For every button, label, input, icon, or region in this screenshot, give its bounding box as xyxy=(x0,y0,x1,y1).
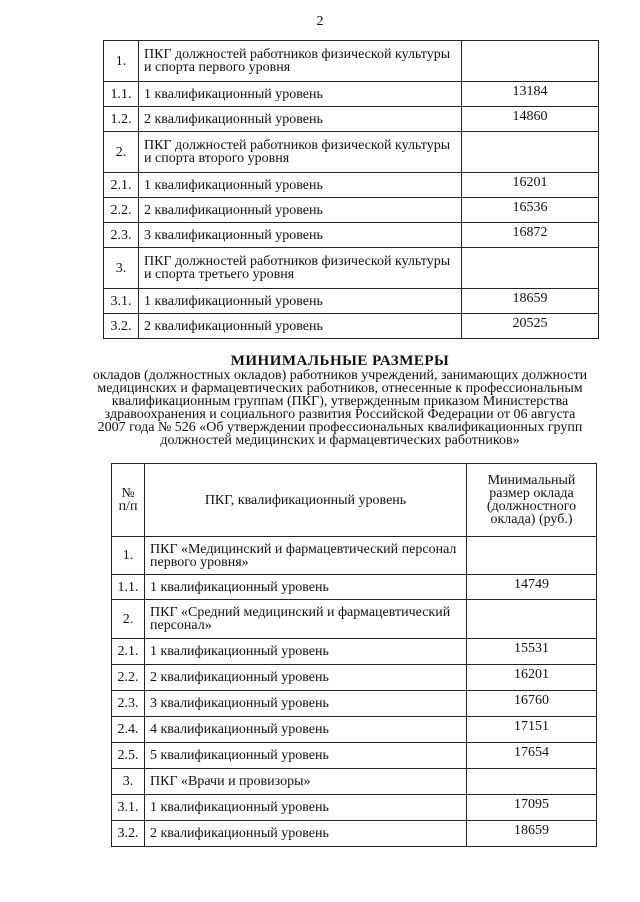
table-row xyxy=(112,600,597,639)
table-row xyxy=(112,795,597,821)
table-row xyxy=(112,639,597,665)
row-number: 1. xyxy=(112,537,145,575)
row-number: 3.2. xyxy=(112,821,145,847)
salary-table-sport xyxy=(103,40,599,339)
table-row xyxy=(104,198,599,223)
row-name: 5 квалификационный уровень xyxy=(145,743,467,769)
row-number: 2.3. xyxy=(112,691,145,717)
row-name: 3 квалификационный уровень xyxy=(145,691,467,717)
table-row xyxy=(104,223,599,248)
table-row xyxy=(112,537,597,575)
row-value: 14860 xyxy=(462,107,599,132)
row-name: 1 квалификационный уровень xyxy=(139,82,462,107)
salary-table-medical xyxy=(111,463,597,847)
row-number: 2.5. xyxy=(112,743,145,769)
row-value: 17151 xyxy=(467,717,597,743)
row-number: 2.1. xyxy=(112,639,145,665)
row-name: ПКГ должностей работников физической культуры и спорта второго уровня xyxy=(139,132,462,173)
row-name: 1 квалификационный уровень xyxy=(145,639,467,665)
row-name: ПКГ «Врачи и провизоры» xyxy=(145,769,467,795)
row-number: 2.4. xyxy=(112,717,145,743)
table-row xyxy=(104,41,599,82)
row-value: 16201 xyxy=(467,665,597,691)
table-row xyxy=(112,769,597,795)
row-name: 1 квалификационный уровень xyxy=(139,289,462,314)
row-name: ПКГ должностей работников физической культуры и спорта первого уровня xyxy=(139,41,462,82)
row-number: 3.2. xyxy=(104,314,139,339)
row-name: 2 квалификационный уровень xyxy=(139,107,462,132)
row-name: 2 квалификационный уровень xyxy=(145,821,467,847)
row-number: 3. xyxy=(104,248,139,289)
table-row xyxy=(104,314,599,339)
table-row xyxy=(112,665,597,691)
row-number: 1.1. xyxy=(104,82,139,107)
row-number: 1. xyxy=(104,41,139,82)
row-value: 17095 xyxy=(467,795,597,821)
table-row xyxy=(112,743,597,769)
row-number: 2. xyxy=(112,600,145,639)
header-number: № п/п xyxy=(112,464,145,537)
row-value xyxy=(462,132,599,173)
table-row xyxy=(104,173,599,198)
row-number: 3.1. xyxy=(112,795,145,821)
row-value xyxy=(462,41,599,82)
row-value xyxy=(467,769,597,795)
row-value xyxy=(462,248,599,289)
row-value: 16760 xyxy=(467,691,597,717)
row-number: 2.3. xyxy=(104,223,139,248)
table-row xyxy=(112,717,597,743)
row-number: 1.1. xyxy=(112,575,145,600)
header-name: ПКГ, квалификационный уровень xyxy=(145,464,467,537)
table-row xyxy=(104,107,599,132)
row-name: 3 квалификационный уровень xyxy=(139,223,462,248)
row-number: 3. xyxy=(112,769,145,795)
row-value xyxy=(467,537,597,575)
table-row xyxy=(112,575,597,600)
row-value: 14749 xyxy=(467,575,597,600)
heading-body: окладов (должностных окладов) работников учреждений, занимающих должности медицинских и фармацевтических работников, отнесенные к профессиональным квалификационным группам (ПКГ), утвержденным приказом Министерства здравоохранения и социального развития Российской Федерации от 06 августа 2007 года № 526 «Об утверждении профессиональных квалификационных групп должностей медицинских и фармацевтических работников» xyxy=(92,368,588,448)
section-heading xyxy=(90,353,590,447)
row-number: 2.2. xyxy=(104,198,139,223)
row-name: 2 квалификационный уровень xyxy=(139,314,462,339)
row-value: 16201 xyxy=(462,173,599,198)
row-number: 2. xyxy=(104,132,139,173)
heading-title: МИНИМАЛЬНЫЕ РАЗМЕРЫ xyxy=(230,353,450,369)
row-value: 15531 xyxy=(467,639,597,665)
row-number: 2.1. xyxy=(104,173,139,198)
row-value: 16536 xyxy=(462,198,599,223)
row-number: 2.2. xyxy=(112,665,145,691)
row-name: ПКГ должностей работников физической культуры и спорта третьего уровня xyxy=(139,248,462,289)
row-name: ПКГ «Средний медицинский и фармацевтический персонал» xyxy=(145,600,467,639)
header-value: Минимальный размер оклада (должностного оклада) (руб.) xyxy=(467,464,597,537)
table-row xyxy=(104,82,599,107)
table-row xyxy=(112,821,597,847)
table-row xyxy=(104,289,599,314)
row-value: 16872 xyxy=(462,223,599,248)
row-number: 1.2. xyxy=(104,107,139,132)
row-value: 18659 xyxy=(462,289,599,314)
table-row xyxy=(104,248,599,289)
table-row xyxy=(112,691,597,717)
row-name: 4 квалификационный уровень xyxy=(145,717,467,743)
row-number: 3.1. xyxy=(104,289,139,314)
row-value: 17654 xyxy=(467,743,597,769)
row-value: 20525 xyxy=(462,314,599,339)
table-header-row xyxy=(112,464,597,537)
page-number: 2 xyxy=(316,14,324,29)
row-name: 1 квалификационный уровень xyxy=(145,795,467,821)
row-name: 2 квалификационный уровень xyxy=(139,198,462,223)
row-value: 13184 xyxy=(462,82,599,107)
row-value xyxy=(467,600,597,639)
row-name: 2 квалификационный уровень xyxy=(145,665,467,691)
table-row xyxy=(104,132,599,173)
row-value: 18659 xyxy=(467,821,597,847)
row-name: 1 квалификационный уровень xyxy=(145,575,467,600)
row-name: ПКГ «Медицинский и фармацевтический персонал первого уровня» xyxy=(145,537,467,575)
row-name: 1 квалификационный уровень xyxy=(139,173,462,198)
